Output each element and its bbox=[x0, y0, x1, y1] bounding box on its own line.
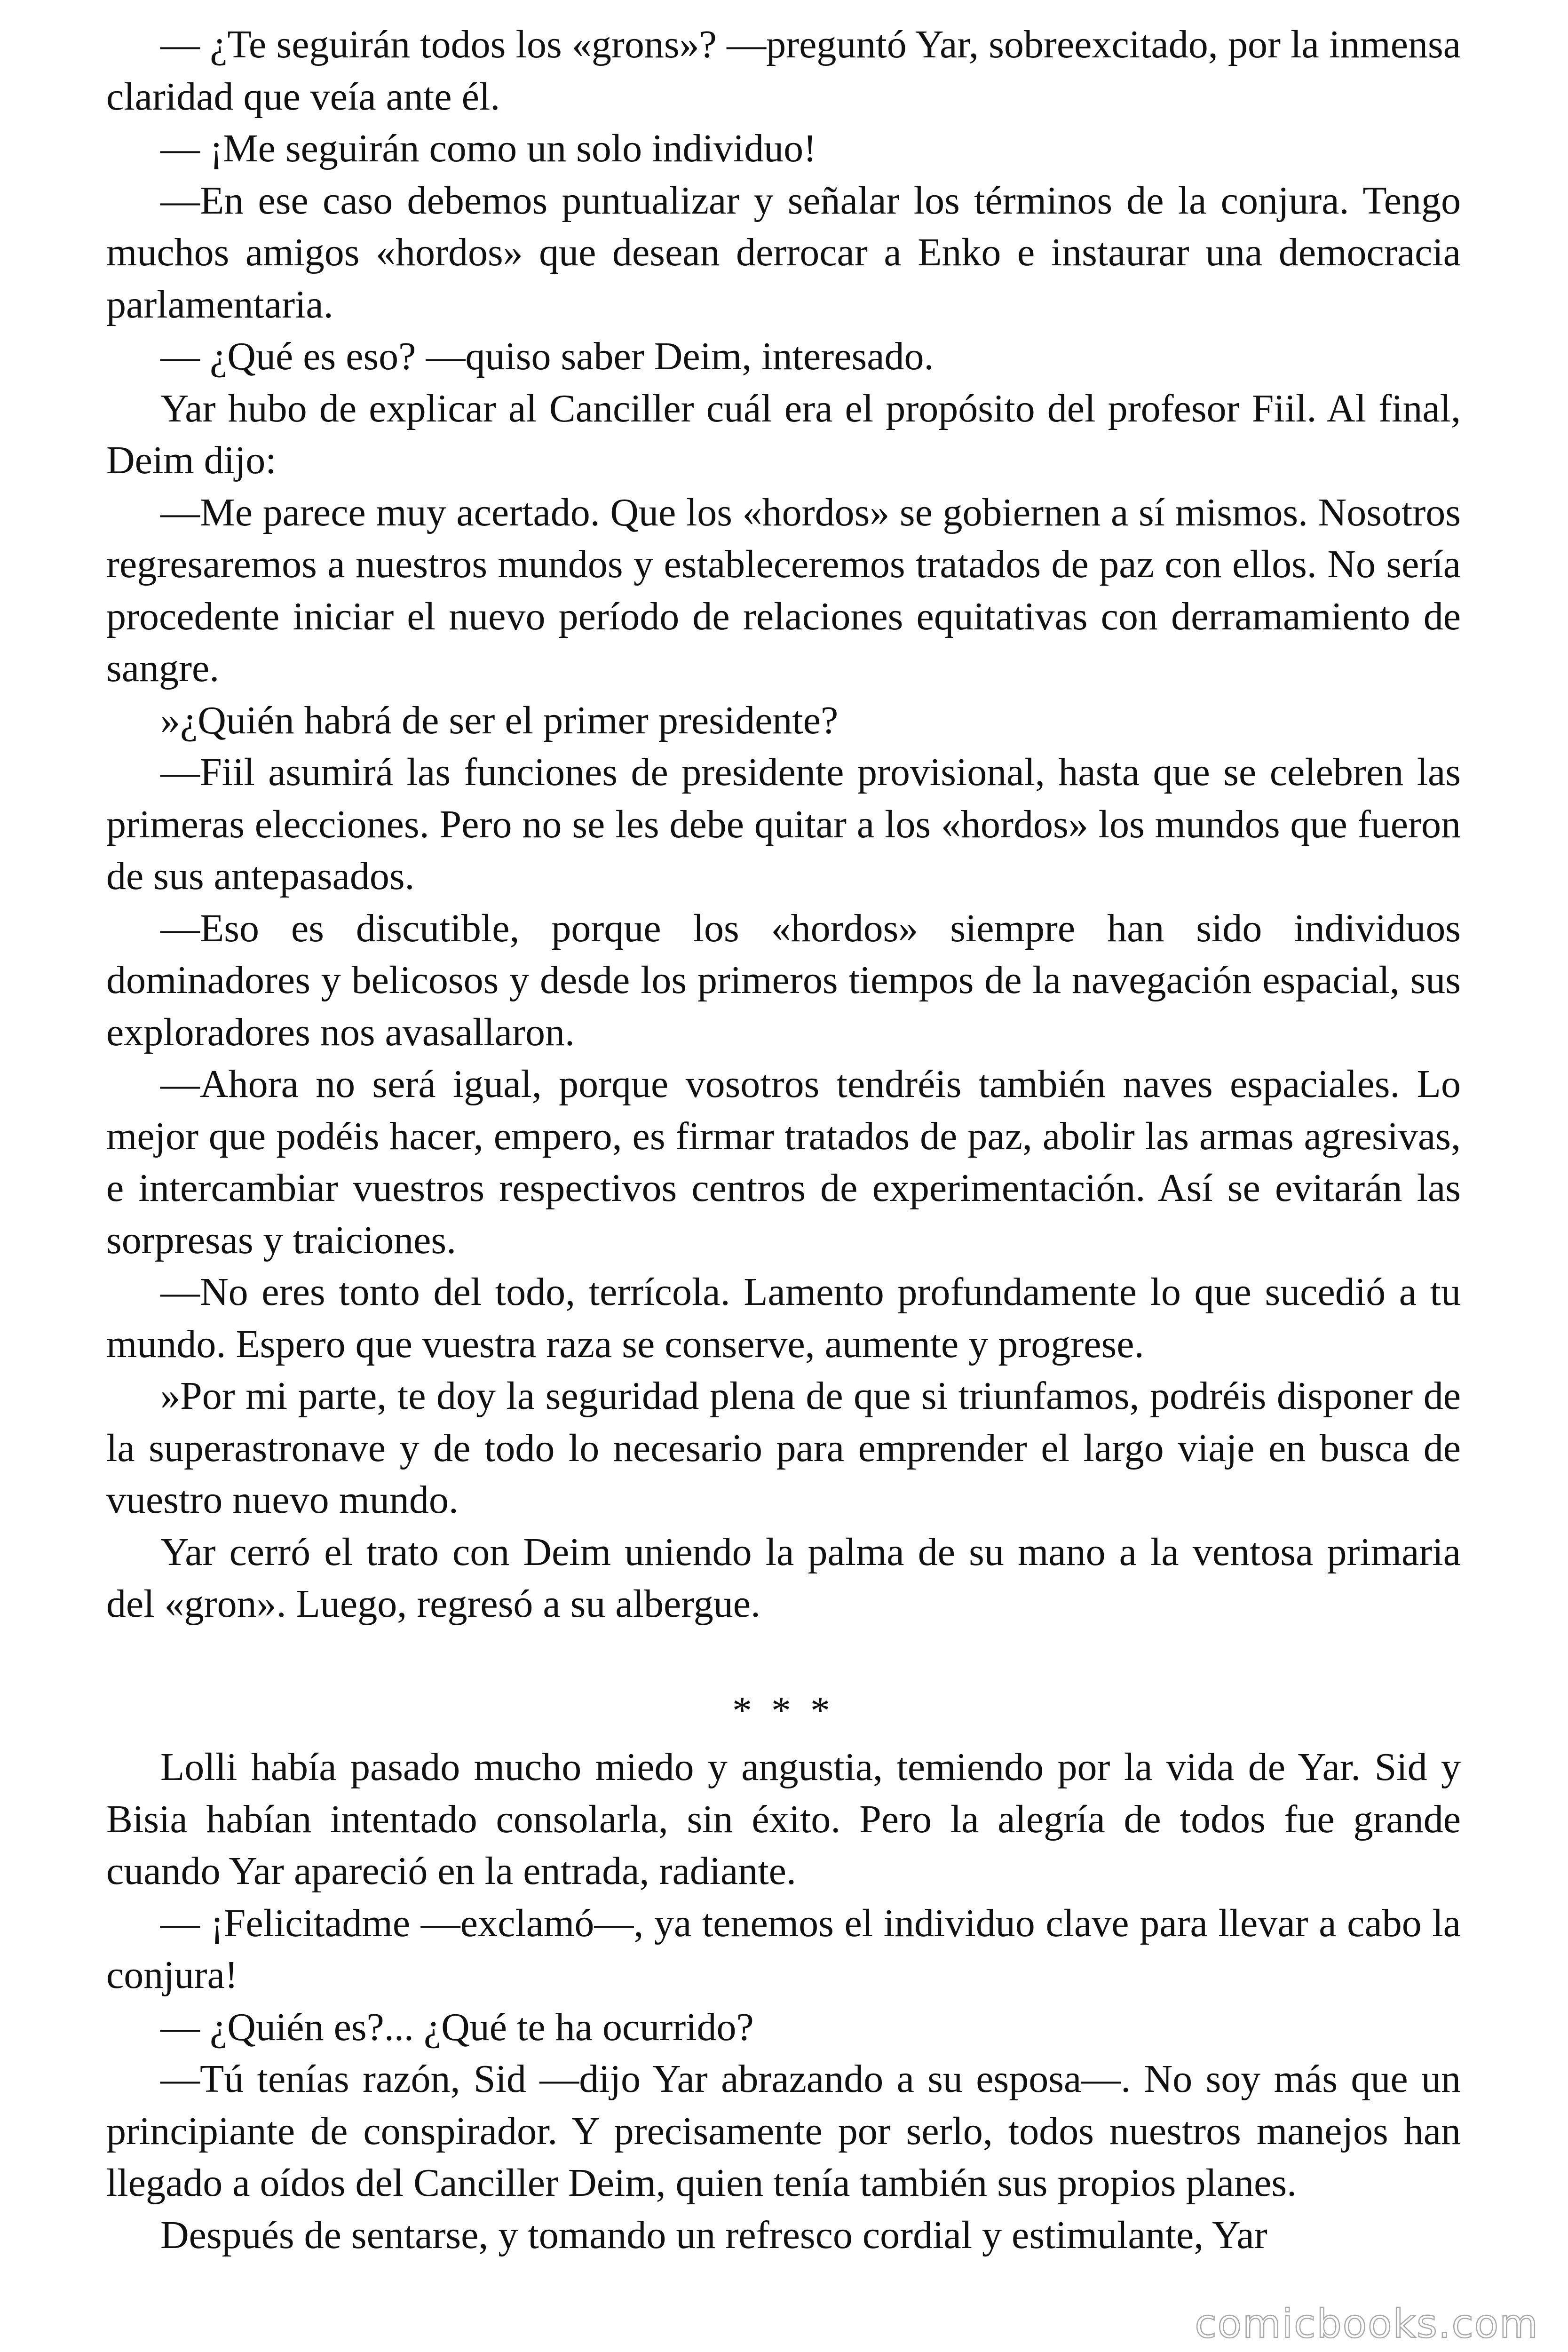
paragraph: —No eres tonto del todo, terrícola. Lamento profundamente lo que sucedió a tu mundo. Espero que vuestra raza se conserve, aumente y progrese. bbox=[106, 1270, 1461, 1366]
paragraph: —Eso es discutible, porque los «hordos» siempre han sido individuos dominadores y belicosos y desde los primeros tiempos de la navegación espacial, sus exploradores nos avasallaron. bbox=[106, 906, 1461, 1054]
section-separator: * * * bbox=[732, 1688, 835, 1732]
paragraph: — ¡Felicitadme —exclamó—, ya tenemos el individuo clave para llevar a cabo la conjura! bbox=[106, 1901, 1461, 1997]
paragraph: —Ahora no será igual, porque vosotros tendréis también naves espaciales. Lo mejor que podéis hacer, empero, es firmar tratados de paz, abolir las armas agresivas, e intercambiar vuestros respectivos centros de experimentación. Así se evitarán las sorpresas y traiciones. bbox=[106, 1062, 1461, 1262]
paragraph: — ¿Qué es eso? —quiso saber Deim, interesado. bbox=[160, 334, 934, 378]
paragraph: Yar hubo de explicar al Canciller cuál era el propósito del profesor Fiil. Al final, Deim dijo: bbox=[106, 386, 1461, 482]
section-gap bbox=[106, 1630, 1461, 1685]
watermark-text: comicbooks.com bbox=[1195, 2301, 1539, 2347]
book-page bbox=[106, 19, 1461, 2261]
paragraph: —Fiil asumirá las funciones de presidente provisional, hasta que se celebren las primeras elecciones. Pero no se les debe quitar a los «hordos» los mundos que fueron de sus antepasados. bbox=[106, 750, 1461, 898]
paragraph: — ¿Quién es?... ¿Qué te ha ocurrido? bbox=[160, 2005, 754, 2049]
paragraph: Lolli había pasado mucho miedo y angustia, temiendo por la vida de Yar. Sid y Bisia habían intentado consolarla, sin éxito. Pero la alegría de todos fue grande cuando Yar apareció en la entrada, radiante. bbox=[106, 1745, 1461, 1893]
paragraph: —En ese caso debemos puntualizar y señalar los términos de la conjura. Tengo muchos amigos «hordos» que desean derrocar a Enko e instaurar una democracia parlamentaria. bbox=[106, 178, 1461, 326]
paragraph: »¿Quién habrá de ser el primer presidente? bbox=[160, 698, 839, 742]
paragraph: — ¿Te seguirán todos los «grons»? —preguntó Yar, sobreexcitado, por la inmensa claridad que veía ante él. bbox=[106, 23, 1461, 119]
paragraph: —Me parece muy acertado. Que los «hordos» se gobiernen a sí mismos. Nosotros regresaremos a nuestros mundos y estableceremos tratados de paz con ellos. No sería procedente iniciar el nuevo período de relaciones equitativas con derramamiento de sangre. bbox=[106, 490, 1461, 690]
paragraph: —Tú tenías razón, Sid —dijo Yar abrazando a su esposa—. No soy más que un principiante de conspirador. Y precisamente por serlo, todos nuestros manejos han llegado a oídos del Canciller Deim, quien tenía también sus propios planes. bbox=[106, 2057, 1461, 2205]
paragraph: »Por mi parte, te doy la seguridad plena de que si triunfamos, podréis disponer de la superastronave y de todo lo necesario para emprender el largo viaje en busca de vuestro nuevo mundo. bbox=[106, 1374, 1461, 1522]
paragraph: Yar cerró el trato con Deim uniendo la palma de su mano a la ventosa primaria del «gron». Luego, regresó a su albergue. bbox=[106, 1530, 1461, 1626]
paragraph: — ¡Me seguirán como un solo individuo! bbox=[160, 127, 817, 170]
paragraph: Después de sentarse, y tomando un refresco cordial y estimulante, Yar bbox=[160, 2213, 1267, 2257]
